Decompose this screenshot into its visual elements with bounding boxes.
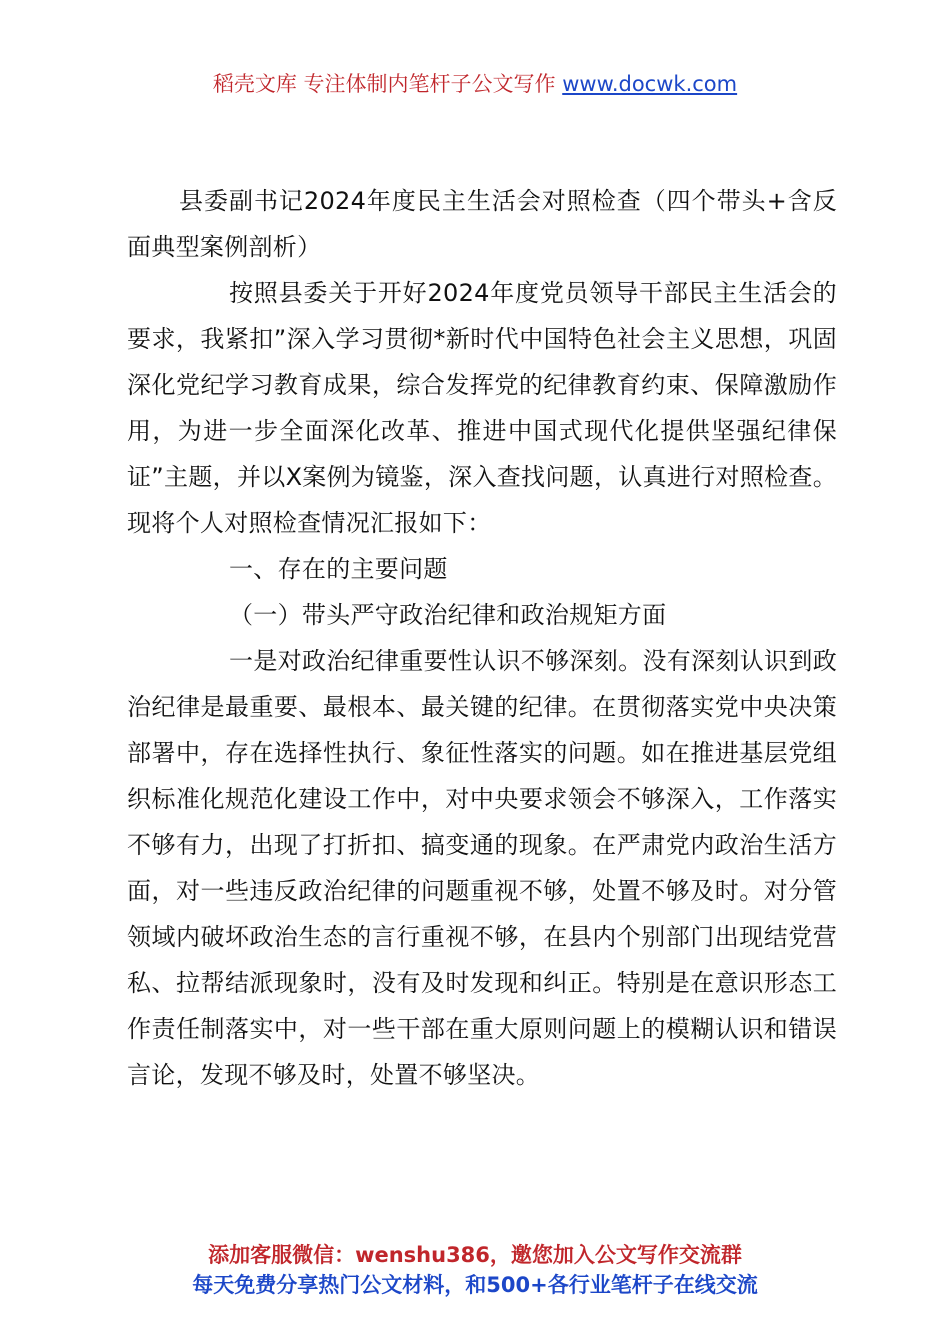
footer-wechat-line <box>0 1240 950 1270</box>
header-brand-text: 稻壳文库 专注体制内笔杆子公文写作 <box>212 72 563 96</box>
footer-wechat-suffix: ，邀您加入公文写作交流群 <box>489 1243 742 1267</box>
section-heading: 一、存在的主要问题 <box>229 555 448 583</box>
document-title: 县委副书记2024年度民主生活会对照检查（四个带头+含反面典型案例剖析） <box>127 187 837 261</box>
footer-wechat-prefix: 添加客服微信： <box>208 1243 356 1267</box>
body-paragraph: 一是对政治纪律重要性认识不够深刻。没有深刻认识到政治纪律是最重要、最根本、最关键的纪律。在贯彻落实党中央决策部署中，存在选择性执行、象征性落实的问题。如在推进基层党组织标准化规范化建设工作中，对中央要求领会不够深入，工作落实不够有力，出现了打折扣、搞变通的现象。在严肃党内政治生活方面，对一些违反政治纪律的问题重视不够，处置不够及时。对分管领域内破坏政治生态的言行重视不够，在县内个别部门出现结党营私、拉帮结派现象时，没有及时发现和纠正。特别是在意识形态工作责任制落实中，对一些干部在重大原则问题上的模糊认识和错误言论，发现不够及时，处置不够坚决。 <box>127 647 837 1089</box>
subsection-heading: （一）带头严守政治纪律和政治规矩方面 <box>229 601 667 629</box>
footer-share-line: 每天免费分享热门公文材料，和500+各行业笔杆子在线交流 <box>192 1273 758 1297</box>
document-body <box>127 178 837 1098</box>
intro-paragraph: 按照县委关于开好2024年度党员领导干部民主生活会的要求，我紧扣”深入学习贯彻*新时代中国特色社会主义思想，巩固深化党纪学习教育成果，综合发挥党的纪律教育约束、保障激励作用，为进一步全面深化改革、推进中国式现代化提供坚强纪律保证”主题，并以X案例为镜鉴，深入查找问题，认真进行对照检查。现将个人对照检查情况汇报如下： <box>127 279 837 537</box>
header-site-link[interactable]: www.docwk.com <box>562 72 738 96</box>
footer-wechat-id: wenshu386 <box>355 1243 490 1267</box>
page-header <box>0 68 950 100</box>
